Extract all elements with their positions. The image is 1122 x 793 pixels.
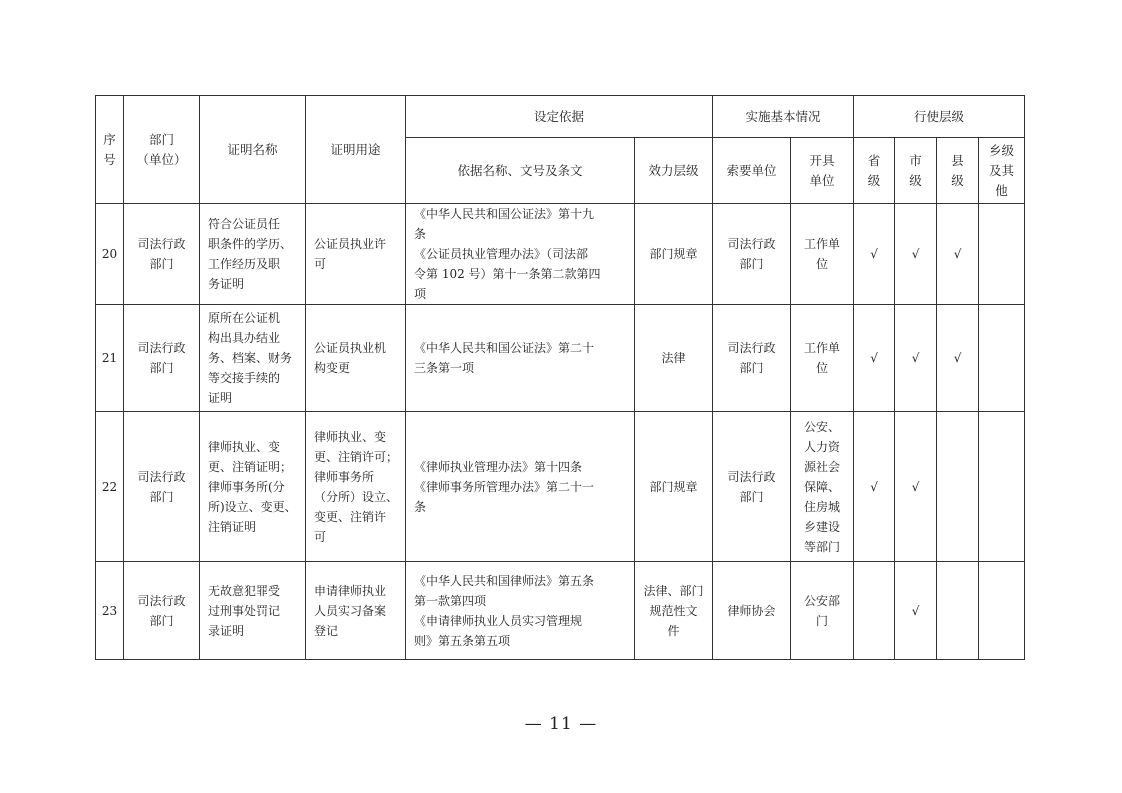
row-city-check: √ [895,562,937,660]
row-basis: 《律师执业管理办法》第十四条 《律师事务所管理办法》第二十一 条 [406,412,635,562]
header-effect-level: 效力层级 [635,138,713,204]
row-number: 22 [96,412,124,562]
header-province: 省 级 [854,138,895,204]
row-city-check: √ [895,305,937,412]
header-basis: 设定依据 [406,96,713,138]
row-province-check: √ [854,305,895,412]
header-dept: 部门 （单位） [124,96,200,204]
page-number: — 11 — [524,714,598,734]
row-province-check: √ [854,204,895,305]
row-effect-level: 部门规章 [635,412,713,562]
row-cert-name: 符合公证员任 职条件的学历、 工作经历及职 务证明 [200,204,306,305]
row-issuing-unit: 公安、 人力资 源社会 保障、 住房城 乡建设 等部门 [791,412,854,562]
header-implementation: 实施基本情况 [713,96,854,138]
header-county: 县 级 [937,138,979,204]
table-row [96,204,1025,305]
row-county-check: √ [937,204,979,305]
table-row [96,412,1025,562]
row-cert-name: 无故意犯罪受 过刑事处罚记 录证明 [200,562,306,660]
row-purpose: 公证员执业机 构变更 [306,305,406,412]
row-county-check: √ [937,305,979,412]
row-county-check [937,412,979,562]
row-dept: 司法行政 部门 [124,412,200,562]
row-effect-level: 法律、部门 规范性文 件 [635,562,713,660]
header-city: 市 级 [895,138,937,204]
row-dept: 司法行政 部门 [124,204,200,305]
row-basis: 《中华人民共和国公证法》第十九 条 《公证员执业管理办法》（司法部 令第 102 号）第十一条第二款第四 项 [406,204,635,305]
row-township-check [979,204,1025,305]
row-number: 23 [96,562,124,660]
row-dept: 司法行政 部门 [124,562,200,660]
row-requesting-unit: 律师协会 [713,562,791,660]
row-province-check [854,562,895,660]
header-requesting-unit: 索要单位 [713,138,791,204]
row-issuing-unit: 公安部 门 [791,562,854,660]
row-number: 20 [96,204,124,305]
header-seq: 序 号 [96,96,124,204]
header-issuing-unit: 开具 单位 [791,138,854,204]
certificate-table [95,95,1025,660]
table-row [96,562,1025,660]
table-row [96,305,1025,412]
row-requesting-unit: 司法行政 部门 [713,412,791,562]
header-level: 行使层级 [854,96,1025,138]
row-requesting-unit: 司法行政 部门 [713,305,791,412]
row-cert-name: 原所在公证机 构出具办结业 务、档案、财务 等交接手续的 证明 [200,305,306,412]
row-issuing-unit: 工作单 位 [791,204,854,305]
row-number: 21 [96,305,124,412]
row-purpose: 申请律师执业 人员实习备案 登记 [306,562,406,660]
row-dept: 司法行政 部门 [124,305,200,412]
header-township: 乡级 及其 他 [979,138,1025,204]
row-basis: 《中华人民共和国律师法》第五条 第一款第四项 《申请律师执业人员实习管理规 则》第五条第五项 [406,562,635,660]
row-cert-name: 律师执业、变 更、注销证明； 律师事务所(分 所)设立、变更、 注销证明 [200,412,306,562]
row-issuing-unit: 工作单 位 [791,305,854,412]
row-township-check [979,562,1025,660]
row-province-check: √ [854,412,895,562]
row-basis: 《中华人民共和国公证法》第二十 三条第一项 [406,305,635,412]
row-township-check [979,412,1025,562]
header-purpose: 证明用途 [306,96,406,204]
row-effect-level: 部门规章 [635,204,713,305]
row-county-check [937,562,979,660]
row-city-check: √ [895,412,937,562]
row-township-check [979,305,1025,412]
row-city-check: √ [895,204,937,305]
row-purpose: 律师执业、变 更、注销许可； 律师事务所 （分所）设立、 变更、注销许 可 [306,412,406,562]
header-cert-name: 证明名称 [200,96,306,204]
header-basis-name: 依据名称、文号及条文 [406,138,635,204]
row-requesting-unit: 司法行政 部门 [713,204,791,305]
row-effect-level: 法律 [635,305,713,412]
row-purpose: 公证员执业许 可 [306,204,406,305]
